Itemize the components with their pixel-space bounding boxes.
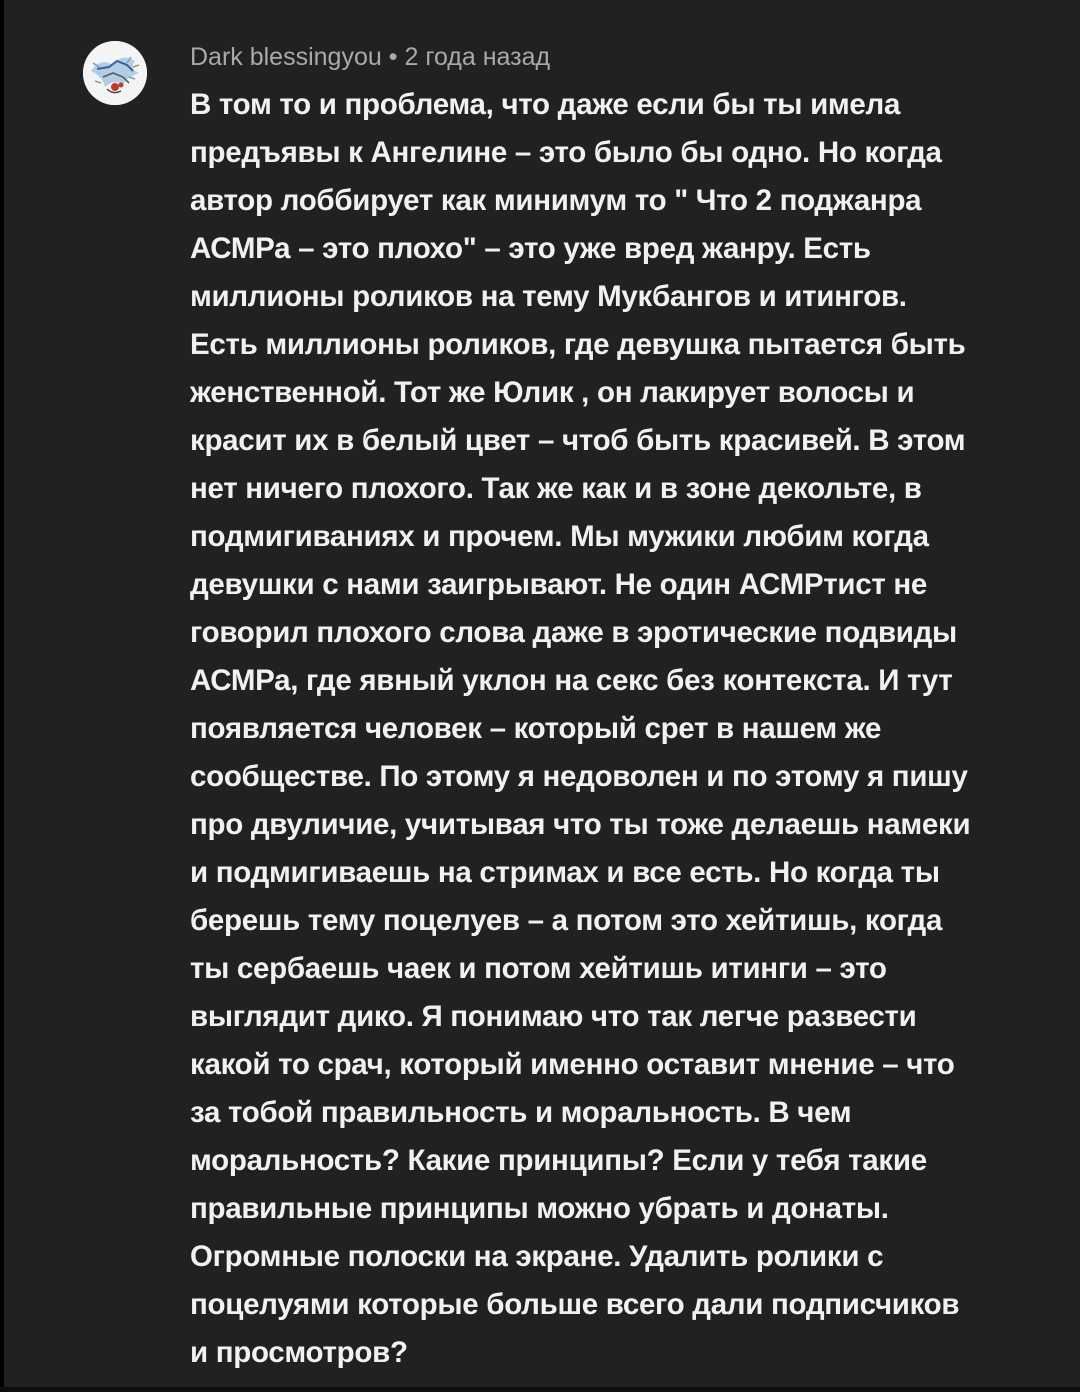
comment-line: выглядит дико. Я понимаю что так легче развести <box>190 1000 917 1033</box>
comment-line: подмигиваниях и прочем. Мы мужики любим когда <box>190 520 929 553</box>
comment-line: Огромные полоски на экране. Удалить ролики с <box>190 1240 884 1273</box>
left-edge-divider <box>0 0 4 1392</box>
comment-line: правильные принципы можно убрать и донаты. <box>190 1192 889 1225</box>
avatar-drawing-icon <box>83 41 147 105</box>
comment-line: за тобой правильность и моральность. В чем <box>190 1096 852 1129</box>
comment-line: и подмигиваешь на стримах и все есть. Но когда ты <box>190 856 940 889</box>
comment-text <box>190 81 1060 1377</box>
comment-line: говорил плохого слова даже в эротические подвиды <box>190 616 957 649</box>
comment-line: АСМРа – это плохо" – это уже вред жанру. Есть <box>190 232 871 265</box>
comment-line: женственной. Тот же Юлик , он лакирует волосы и <box>190 376 915 409</box>
comment-line: автор лоббирует как минимум то " Что 2 поджанра <box>190 184 922 217</box>
comment-line: Есть миллионы роликов, где девушка пытается быть <box>190 328 966 361</box>
bottom-edge <box>0 1387 1080 1392</box>
author-name[interactable]: Dark blessingyou <box>190 43 382 71</box>
comment-line: моральность? Какие принципы? Если у тебя такие <box>190 1144 927 1177</box>
comment-line: поцелуями которые больше всего дали подписчиков <box>190 1288 960 1321</box>
comment-line: девушки с нами заигрывают. Не один АСМРтист не <box>190 568 927 601</box>
comment-line: красит их в белый цвет – чтоб быть красивей. В этом <box>190 424 966 457</box>
comment-line: какой то срач, который именно оставит мнение – что <box>190 1048 955 1081</box>
comment-line: АСМРа, где явный уклон на секс без контекста. И тут <box>190 664 953 697</box>
comment-header <box>190 40 550 74</box>
comment-line: нет ничего плохого. Так же как и в зоне декольте, в <box>190 472 922 505</box>
comment-line: появляется человек – который срет в нашем же <box>190 712 882 745</box>
comment-line: про двуличие, учитывая что ты тоже делаешь намеки <box>190 808 971 841</box>
comment-line: предъявы к Ангелине – это было бы одно. Но когда <box>190 136 942 169</box>
comment-line: сообществе. По этому я недоволен и по этому я пишу <box>190 760 968 793</box>
comment-line: ты сербаешь чаек и потом хейтишь итинги – это <box>190 952 887 985</box>
comment-line: В том то и проблема, что даже если бы ты имела <box>190 88 901 121</box>
comment-line: и просмотров? <box>190 1336 408 1369</box>
comment-line: берешь тему поцелуев – а потом это хейтишь, когда <box>190 904 943 937</box>
comment-timestamp[interactable]: 2 года назад <box>404 43 551 71</box>
meta-separator: • <box>388 43 398 71</box>
avatar[interactable] <box>83 41 147 105</box>
comment-line: миллионы роликов на тему Мукбангов и итингов. <box>190 280 907 313</box>
